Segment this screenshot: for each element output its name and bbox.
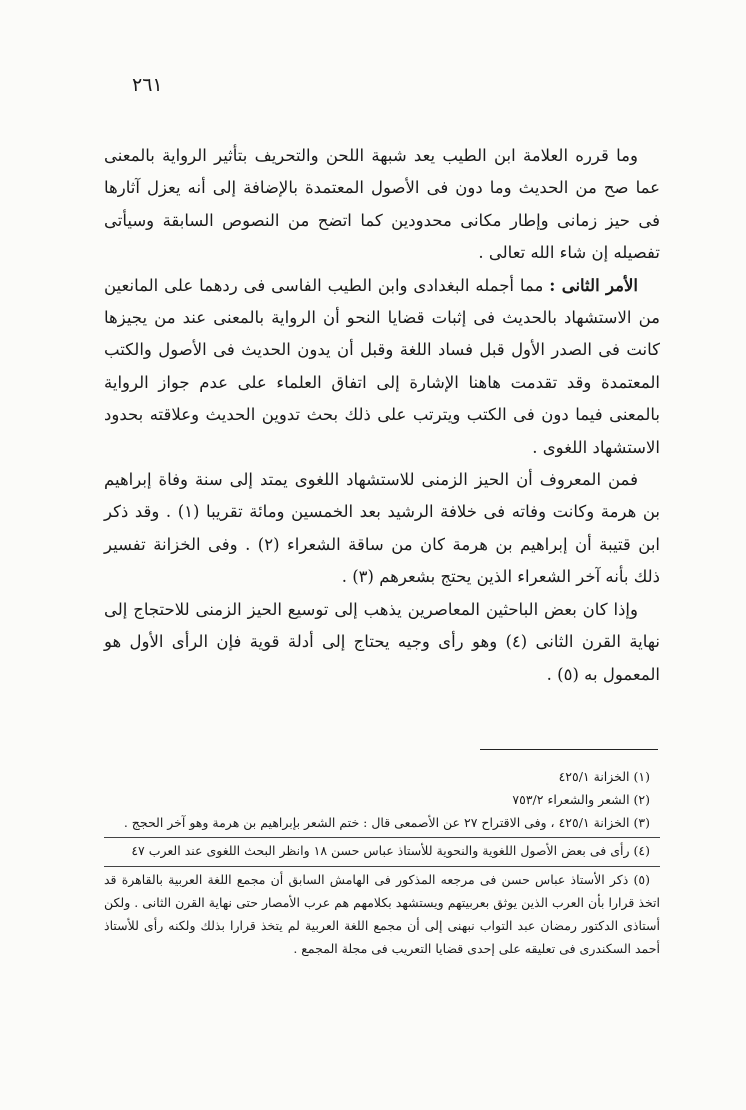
footnote-1: (١) الخزانة ٤٢٥/١ <box>558 769 650 784</box>
paragraph-2-text: مما أجمله البغدادى وابن الطيب الفاسى فى ردهما على المانعين من الاستشهاد بالحديث فى إثبات قضايا النحو أن الرواية بالمعنى عند من يجيزها كانت فى الصدر الأول قبل فساد اللغة وقبل أن يدون الحديث فى الأصول والكتب المعتمدة وقد تقدمت هاهنا الإشارة إلى اتفاق العلماء على عدم جواز الرواية بالمعنى فيما دون فى الكتب ويترتب على ذلك بحث تدوين الحديث وعلاقته بحدود الاستشهاد اللغوى . <box>104 275 660 457</box>
paragraph-4: وإذا كان بعض الباحثين المعاصرين يذهب إلى توسيع الحيز الزمنى للاحتجاج إلى نهاية القرن الثانى (٤) وهو رأى وجيه يحتاج إلى أدلة قوية فإن الرأى الأول هو المعمول به (٥) . <box>104 599 660 684</box>
footnotes <box>104 766 660 960</box>
paragraph-3: فمن المعروف أن الحيز الزمنى للاستشهاد اللغوى يمتد إلى سنة وفاة إبراهيم بن هرمة وكانت وفاته فى خلافة الرشيد بعد الخمسين ومائة تقريبا (١) . وقد ذكر ابن قتيبة أن إبراهيم بن هرمة كان من ساقة الشعراء (٢) . وفى الخزانة تفسير ذلك بأنه آخر الشعراء الذين يحتج بشعرهم (٣) . <box>104 470 660 587</box>
footnote-2: (٢) الشعر والشعراء ٧٥٣/٢ <box>512 791 650 807</box>
page-number: ٢٦١ <box>132 74 163 96</box>
footnote-3: (٣) الخزانة ٤٢٥/١ ، وفى الاقتراح ٢٧ عن الأصمعى قال : ختم الشعر بإبراهيم بن هرمة وهو آخر الحجج . <box>123 814 650 830</box>
footnote-5: (٥) ذكر الأستاذ عباس حسن فى مرجعه المذكور فى الهامش السابق أن مجمع اللغة العربية بالقاهرة قد اتخذ قرارا بأن العرب الذين يوثق بعربيتهم ويستشهد بكلامهم هم عرب الأمصار حتى نهاية القرن الثانى . ولكن أستاذى الدكتور رمضان عبد التواب نبهنى إلى أن مجمع اللغة العربية لم يتخذ قرارا بذلك ولكنه رأى للأستاذ أحمد السكندرى فى تعليقه على إحدى قضايا التعريب فى مجلة المجمع . <box>104 866 660 960</box>
paragraph-2-heading: الأمر الثانى : <box>549 275 638 295</box>
main-text <box>104 140 660 691</box>
footnote-divider <box>480 749 658 750</box>
paragraph-2 <box>104 270 660 464</box>
paragraph-1: وما قرره العلامة ابن الطيب يعد شبهة اللحن والتحريف بتأثير الرواية بالمعنى عما صح من الحديث وما دون فى الأصول المعتمدة بالإضافة إلى أنه يعزل آثارها فى حيز زمانى وإطار مكانى محدودين كما اتضح من النصوص السابقة وسيأتى تفصيله إن شاء الله تعالى . <box>104 146 660 263</box>
footnote-4: (٤) رأى فى بعض الأصول اللغوية والنحوية للأستاذ عباس حسن ١٨ وانظر البحث اللغوى عند العرب ٤٧ <box>104 837 660 863</box>
